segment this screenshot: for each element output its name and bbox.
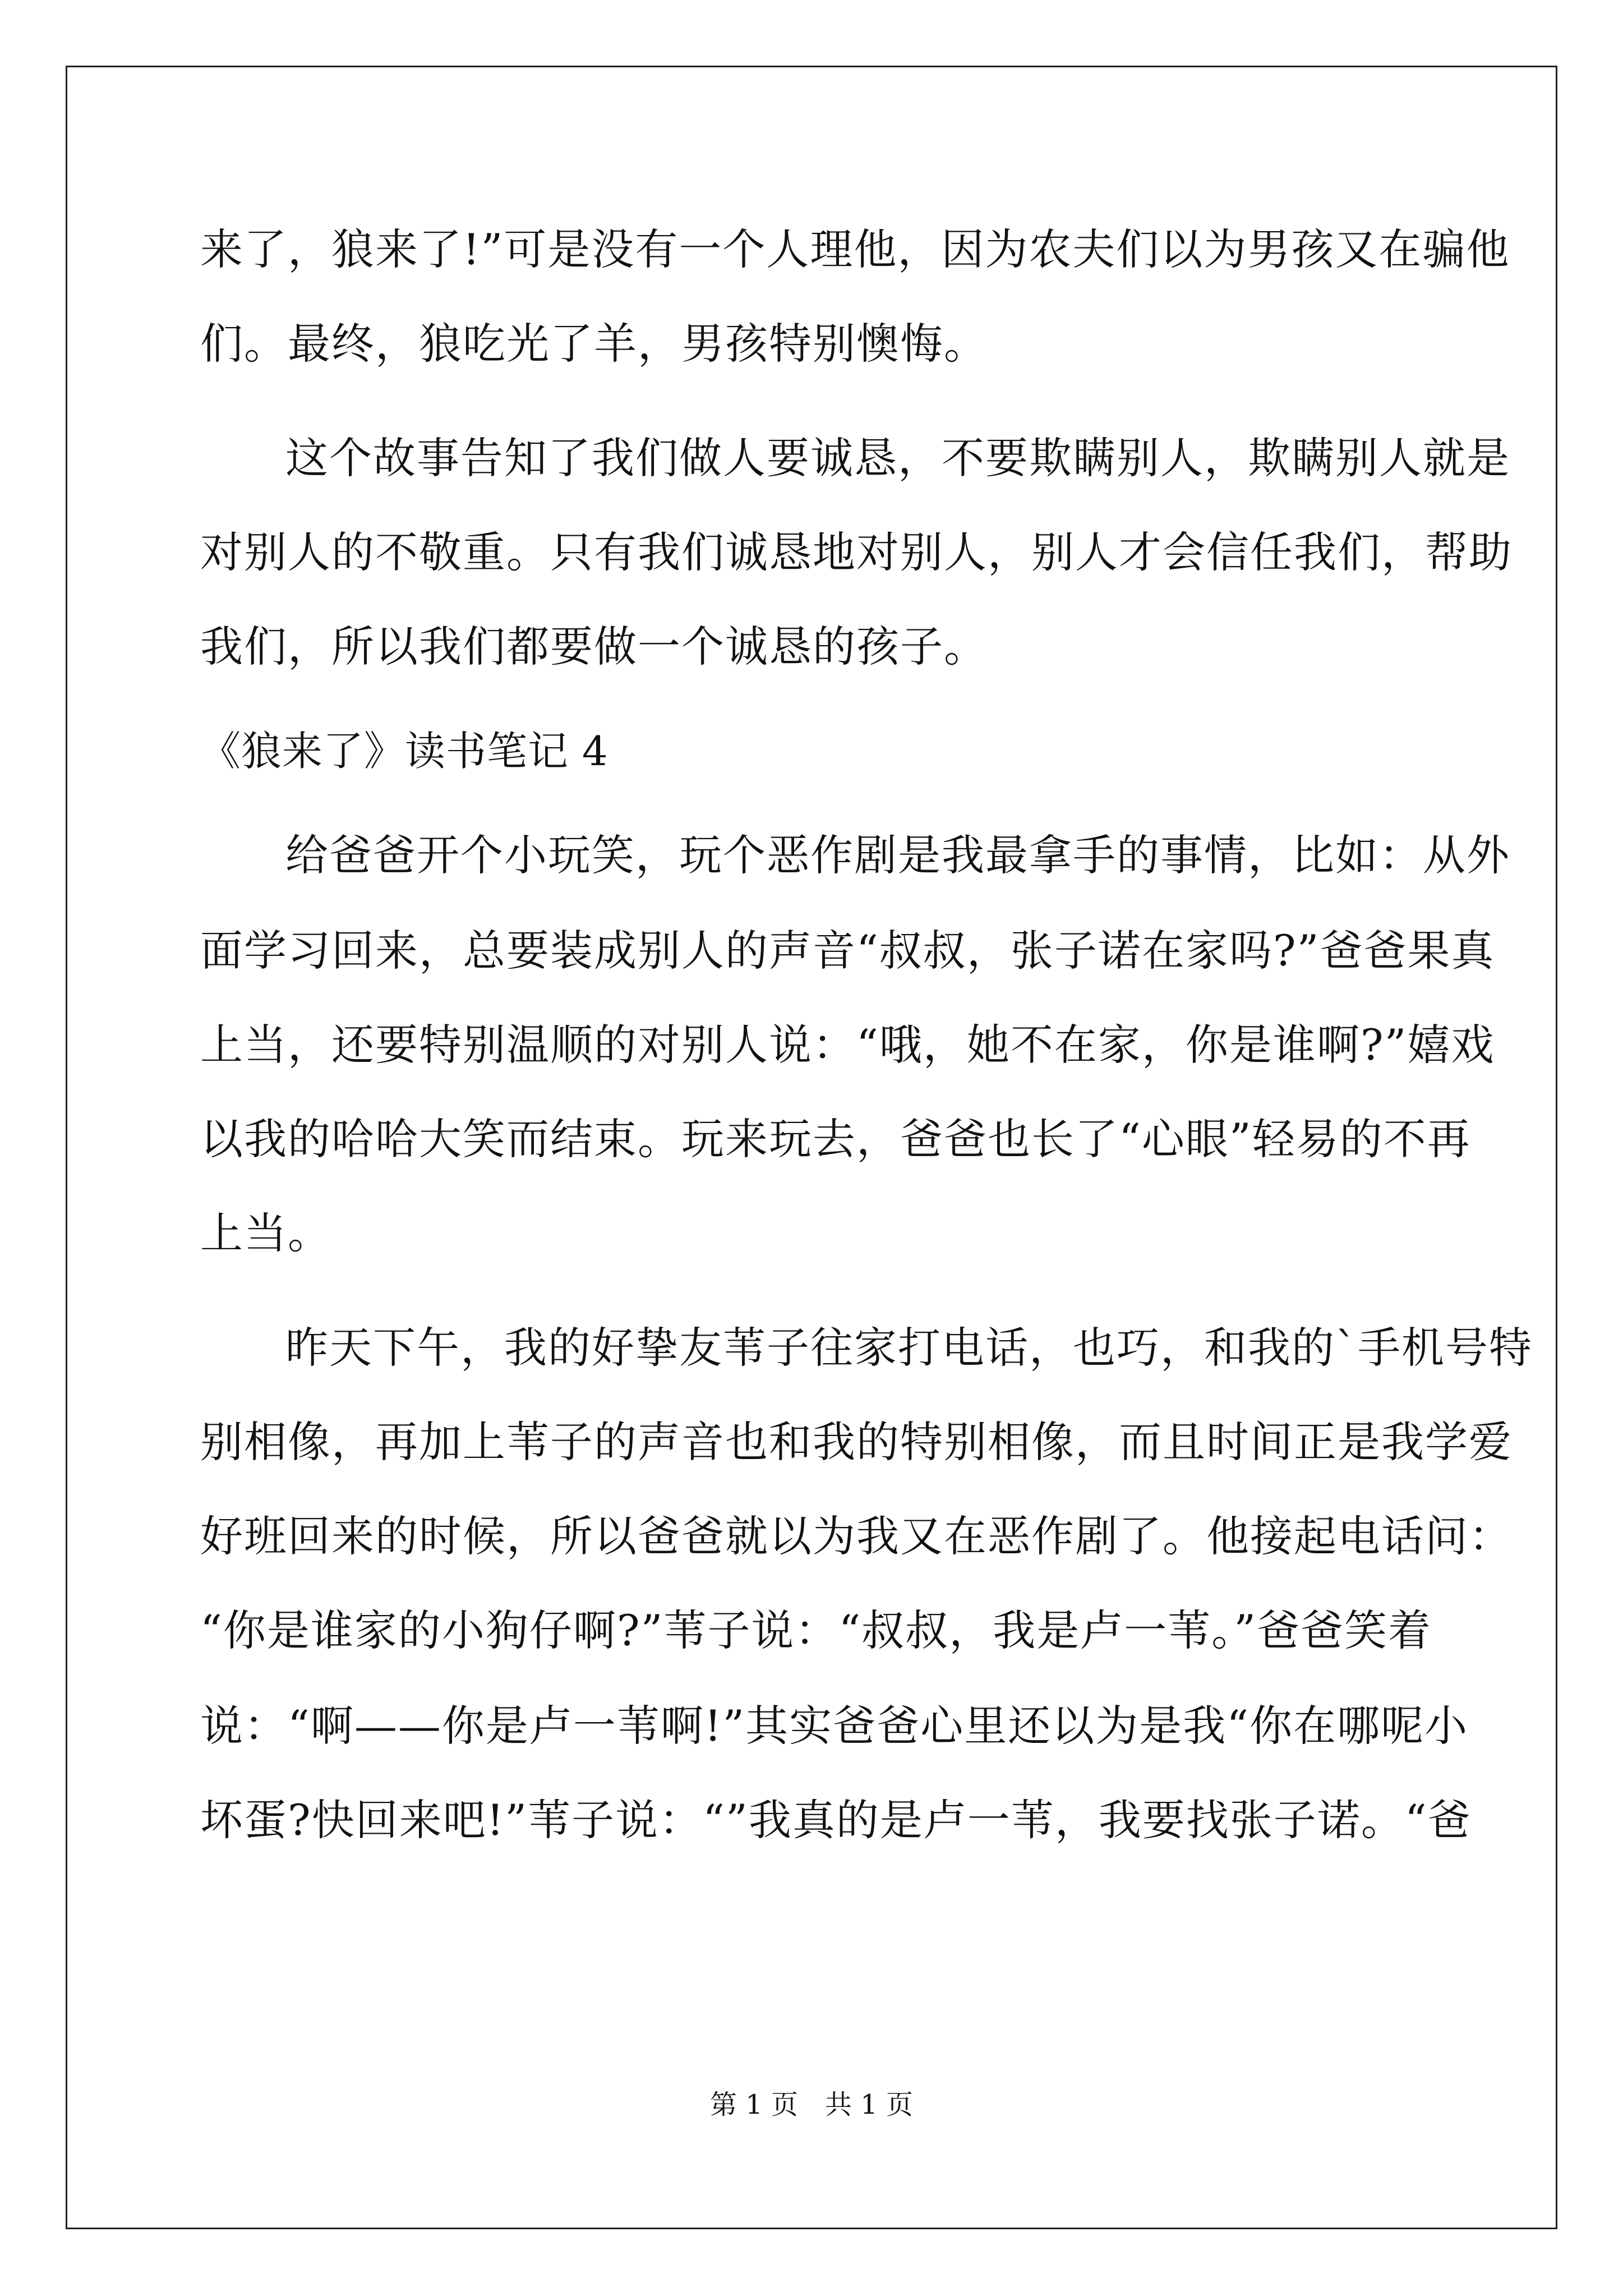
page-number-footer: 第 1 页 共 1 页 xyxy=(709,2089,914,2120)
text-line: 别相像，再加上苇子的声音也和我的特别相像，而且时间正是我学爱 xyxy=(200,1417,1513,1467)
text-line: 昨天下午，我的好挚友苇子往家打电话，也巧，和我的`手机号特 xyxy=(285,1323,1533,1373)
text-line: 坏蛋?快回来吧!”苇子说：“”我真的是卢一苇，我要找张子诺。“爸 xyxy=(200,1795,1472,1845)
text-line: 面学习回来，总要装成别人的声音“叔叔，张子诺在家吗?”爸爸果真 xyxy=(200,926,1495,976)
text-line: 来了，狼来了!”可是没有一个人理他，因为农夫们以为男孩又在骗他 xyxy=(200,224,1510,274)
text-line: “你是谁家的小狗仔啊?”苇子说：“叔叔，我是卢一苇。”爸爸笑着 xyxy=(200,1605,1432,1655)
text-line: 给爸爸开个小玩笑，玩个恶作剧是我最拿手的事情，比如：从外 xyxy=(285,830,1510,880)
text-line: 们。最终，狼吃光了羊，男孩特别懊悔。 xyxy=(200,319,988,369)
text-line: 这个故事告知了我们做人要诚恳，不要欺瞒别人，欺瞒别人就是 xyxy=(285,433,1510,483)
text-line: 我们，所以我们都要做一个诚恳的孩子。 xyxy=(200,622,988,671)
text-line: 上当，还要特别温顺的对别人说：“哦，她不在家，你是谁啊?”嬉戏 xyxy=(200,1020,1495,1070)
section-heading: 《狼来了》读书笔记 4 xyxy=(200,728,608,775)
text-line: 说：“啊——你是卢一苇啊!”其实爸爸心里还以为是我“你在哪呢小 xyxy=(200,1701,1469,1751)
text-line: 对别人的不敬重。只有我们诚恳地对别人，别人才会信任我们，帮助 xyxy=(200,527,1513,577)
text-line: 以我的哈哈大笑而结束。玩来玩去，爸爸也长了“心眼”轻易的不再 xyxy=(200,1114,1471,1164)
text-line: 上当。 xyxy=(200,1208,331,1258)
text-line: 好班回来的时候，所以爸爸就以为我又在恶作剧了。他接起电话问： xyxy=(200,1511,1513,1561)
